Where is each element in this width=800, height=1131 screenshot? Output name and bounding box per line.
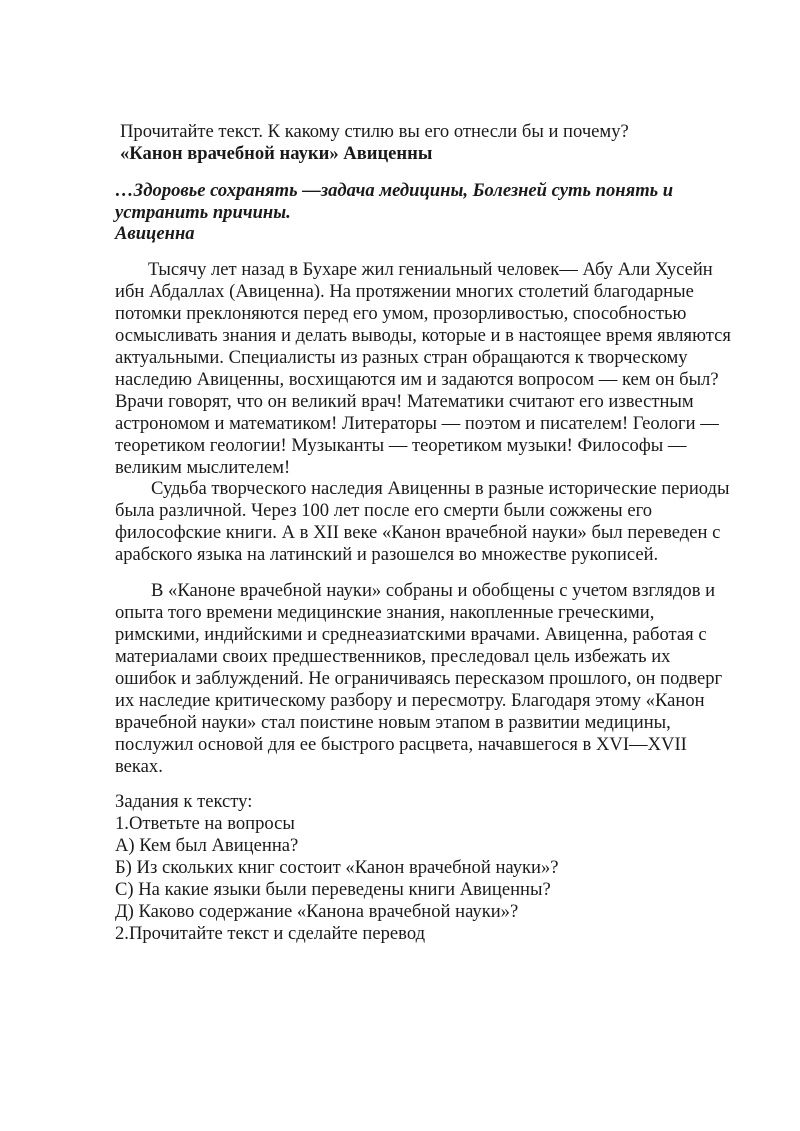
task-item: 1.Ответьте на вопросы <box>115 813 295 834</box>
instruction-text: Прочитайте текст. К какому стилю вы его отнесли бы и почему? <box>120 121 629 142</box>
epigraph-line: устранить причины. <box>115 202 291 223</box>
paragraph-line: осмысливать знания и делать выводы, которые и в настоящее время являются <box>115 325 731 346</box>
paragraph-line: ошибок и заблуждений. Не ограничиваясь пересказом прошлого, он подверг <box>115 668 723 689</box>
paragraph-line: В «Каноне врачебной науки» собраны и обобщены с учетом взглядов и <box>151 580 716 601</box>
paragraph-line: их наследие критическому разбору и пересмотру. Благодаря этому «Канон <box>115 690 705 711</box>
paragraph-line: великим мыслителем! <box>115 457 291 478</box>
paragraph-line: была различной. Через 100 лет после его смерти были сожжены его <box>115 500 653 521</box>
paragraph-line: опыта того времени медицинские знания, накопленные греческими, <box>115 602 655 623</box>
epigraph-line: …Здоровье сохранять —задача медицины, Болезней суть понять и <box>115 180 674 201</box>
task-item: Д) Каково содержание «Канона врачебной науки»? <box>115 901 519 922</box>
paragraph-line: потомки преклоняются перед его умом, прозорливостью, способностью <box>115 303 687 324</box>
paragraph-line: Врачи говорят, что он великий врач! Математики считают его известным <box>115 391 694 412</box>
tasks-heading: Задания к тексту: <box>115 791 253 812</box>
task-item: А) Кем был Авиценна? <box>115 835 299 856</box>
paragraph-line: философские книги. А в XII веке «Канон врачебной науки» был переведен с <box>115 522 721 543</box>
paragraph-line: теоретиком геологии! Музыканты — теоретиком музыки! Философы — <box>115 435 687 456</box>
paragraph-line: послужил основой для ее быстрого расцвета, начавшегося в XVI—XVII <box>115 734 687 755</box>
paragraph-line: Тысячу лет назад в Бухаре жил гениальный человек— Абу Али Хусейн <box>148 259 713 280</box>
task-item: Б) Из скольких книг состоит «Канон врачебной науки»? <box>115 857 559 878</box>
paragraph-line: материалами своих предшественников, преследовал цель избежать их <box>115 646 671 667</box>
paragraph-line: веках. <box>115 756 163 777</box>
paragraph-line: римскими, индийскими и среднеазиатскими врачами. Авиценна, работая с <box>115 624 707 645</box>
document-title: «Канон врачебной науки» Авиценны <box>120 143 433 164</box>
paragraph-line: ибн Абдаллах (Авиценна). На протяжении многих столетий благодарные <box>115 281 694 302</box>
paragraph-line: врачебной науки» стал поистине новым этапом в развитии медицины, <box>115 712 671 733</box>
task-item: 2.Прочитайте текст и сделайте перевод <box>115 923 426 944</box>
task-item: С) На какие языки были переведены книги Авиценны? <box>115 879 551 900</box>
paragraph-line: арабского языка на латинский и разошелся во множестве рукописей. <box>115 544 659 565</box>
epigraph-author: Авиценна <box>115 223 195 244</box>
paragraph-line: астрономом и математиком! Литераторы — поэтом и писателем! Геологи — <box>115 413 719 434</box>
paragraph-line: актуальными. Специалисты из разных стран обращаются к творческому <box>115 347 688 368</box>
paragraph-line: Судьба творческого наследия Авиценны в разные исторические периоды <box>151 478 730 499</box>
paragraph-line: наследию Авиценны, восхищаются им и задаются вопросом — кем он был? <box>115 369 719 390</box>
